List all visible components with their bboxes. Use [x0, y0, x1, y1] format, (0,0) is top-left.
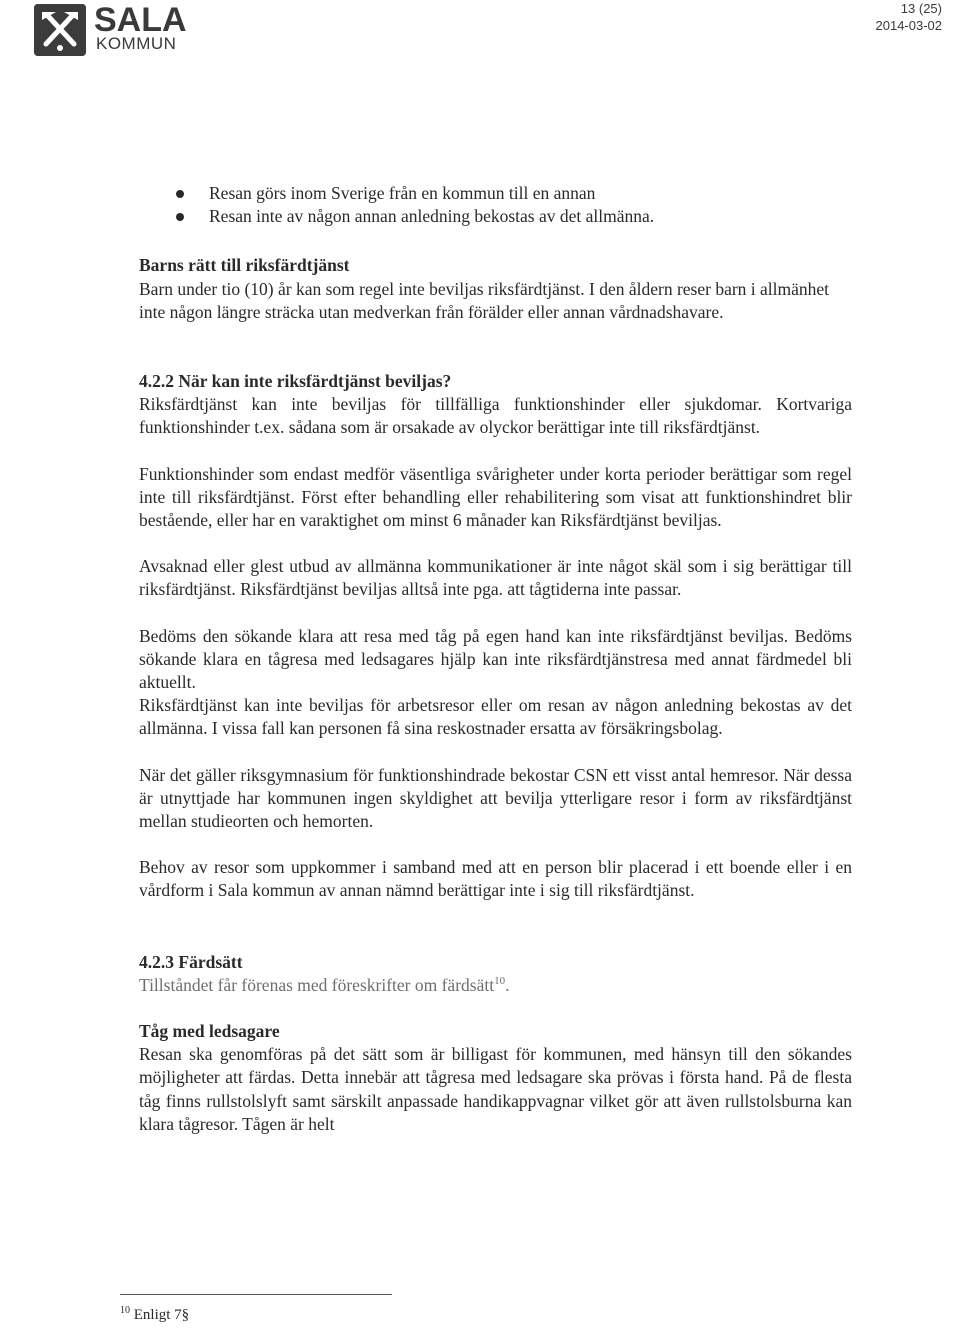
municipal-emblem-icon	[34, 4, 86, 56]
section-heading-barn: Barns rätt till riksfärdtjänst	[139, 255, 350, 276]
footnote-text: Enligt 7§	[133, 1307, 190, 1323]
condition-list	[139, 182, 852, 228]
paragraph: Behov av resor som uppkommer i samband med att en person blir placerad i ett boende eller i en vårdform i Sala kommun av annan nämnd berättigar inte i sig till riksfärdtjänst.	[139, 857, 852, 901]
paragraph: Avsaknad eller glest utbud av allmänna kommunikationer är inte något skäl som i sig berättigar till riksfärdtjänst. Riksfärdtjänst beviljas alltså inte pga. att tågtiderna inte passar.	[139, 556, 852, 600]
list-item: Resan görs inom Sverige från en kommun till en annan	[139, 182, 852, 205]
page-number: 13 (25)	[900, 1, 942, 16]
paragraph: Tillståndet får förenas med föreskrifter om färdsätt$^{10}$.	[139, 974, 510, 995]
document-date: 2014-03-02	[875, 18, 942, 33]
list-item: Resan inte av någon annan anledning bekostas av det allmänna.	[139, 205, 852, 228]
section-heading-422: 4.2.2 När kan inte riksfärdtjänst beviljas?	[139, 371, 452, 392]
footnote	[120, 1306, 189, 1324]
subsection-heading: Tåg med ledsagare	[139, 1021, 280, 1042]
bullet-icon	[176, 213, 184, 221]
paragraph: När det gäller riksgymnasium för funktionshindrade bekostar CSN ett visst antal hemresor. När dessa är utnyttjade har kommunen ingen skyldighet att bevilja ytterligare resor i form av riksfärdtjänst mellan studieorten och hemorten.	[139, 764, 852, 832]
document-body	[139, 182, 852, 1136]
sala-kommun-logo	[34, 0, 194, 62]
paragraph: Riksfärdtjänst kan inte beviljas för arbetsresor eller om resan av någon anledning bekostas av det allmänna. I vissa fall kan personen få sina reskostnader ersatta av försäkringsbolag.	[139, 695, 852, 739]
page-meta	[876, 0, 943, 34]
logo-name: SALA	[94, 1, 187, 39]
paragraph: Riksfärdtjänst kan inte beviljas för tillfälliga funktionshinder eller sjukdomar. Kortvariga funktionshinder t.ex. sådana som är orsakade av olyckor berättigar inte till riksfärdtjänst.	[139, 394, 852, 438]
section-heading-423: 4.2.3 Färdsätt	[139, 951, 243, 972]
logo-subtitle: KOMMUN	[96, 34, 177, 53]
footnote-divider	[120, 1294, 392, 1295]
paragraph: Bedöms den sökande klara att resa med tåg på egen hand kan inte riksfärdtjänst beviljas. Bedöms sökande klara en tågresa med ledsagares hjälp kan inte riksfärdtjänstresa med annat färdmedel bli aktuellt.	[139, 625, 852, 693]
footnote-reference[interactable]: 10	[494, 975, 506, 988]
paragraph: Resan ska genomföras på det sätt som är billigast för kommunen, med hänsyn till den sökandes möjligheter att färdas. Detta innebär att tågresa med ledsagare ska prövas i första hand. På de flesta tåg finns rullstolslyft samt särskilt anpassade handikappvagnar vilket gör att även rullstolsburna kan klara tågresor. Tågen är helt	[139, 1044, 852, 1134]
paragraph: Funktionshinder som endast medför väsentliga svårigheter under korta perioder berättigar som regel inte till riksfärdtjänst. Först efter behandling eller rehabilitering som visat att funktionshindret blir bestående, eller har en varaktighet om minst 6 månader kan Riksfärdtjänst beviljas.	[139, 463, 852, 531]
footnote-number: 10	[120, 1305, 130, 1316]
paragraph: Barn under tio (10) år kan som regel inte beviljas riksfärdtjänst. I den åldern reser barn i allmänhet inte någon längre sträcka utan medverkan från förälder eller annan vårdnadshavare.	[139, 278, 830, 322]
bullet-icon	[176, 190, 184, 198]
